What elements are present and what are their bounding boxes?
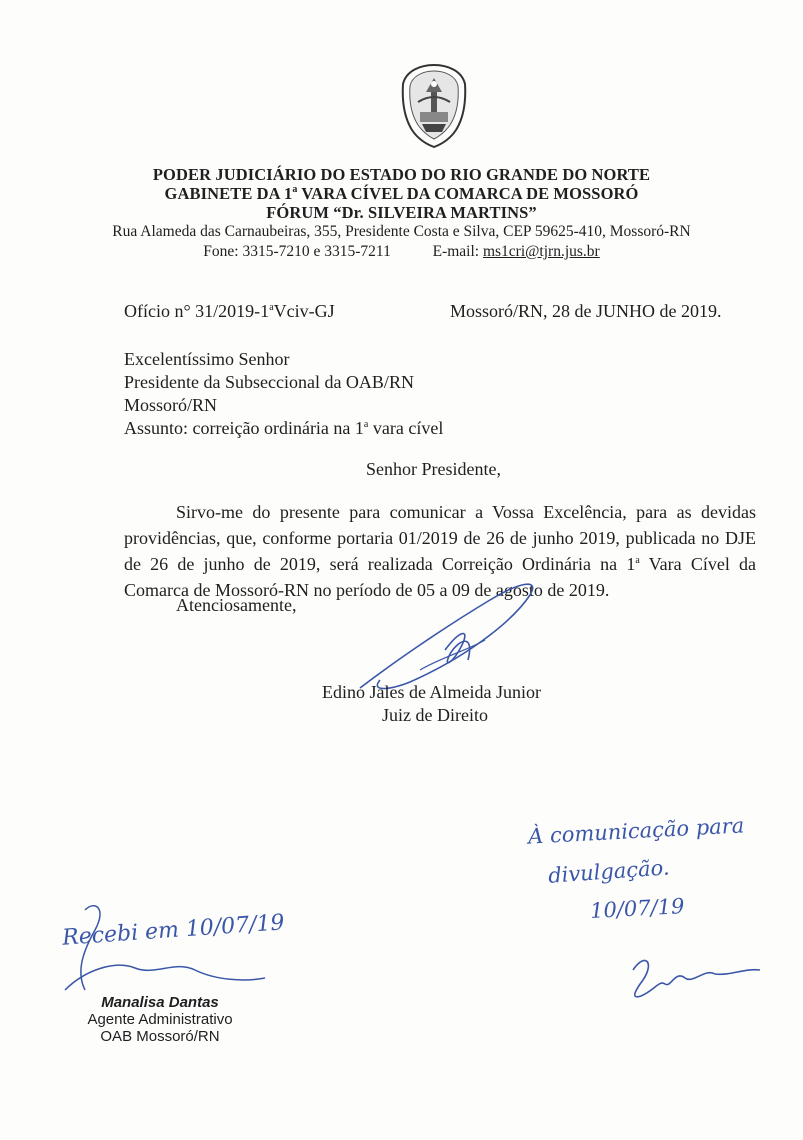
recipient-block (124, 348, 443, 440)
judge-signature (350, 570, 550, 700)
stamp-org: OAB Mossoró/RN (100, 1028, 220, 1045)
signer-title: Juiz de Direito (382, 705, 488, 725)
court-emblem (398, 62, 470, 150)
note-initials (615, 940, 765, 1010)
subject-line: Assunto: correição ordinária na 1$^a$ vara cível (124, 418, 444, 438)
salutation: Senhor Presidente, (366, 459, 501, 479)
note-date: 10/07/19 (589, 894, 685, 924)
stamp-name: Manalisa Dantas (101, 994, 219, 1011)
header-address: Rua Alameda das Carnaubeiras, 355, Presidente Costa e Silva, CEP 59625-410, Mossoró-RN (112, 223, 691, 240)
recipient-line-3: Mossoró/RN (124, 395, 218, 415)
body-paragraph: Sirvo-me do presente para comunicar a Vossa Excelência, para as devidas providências, que, conforme portaria 01/2019 de 26 de junho 2019, publicada no DJE de 26 de junho de 2019, será realizada Correição Ordinária na 1$^a$ Vara Cível da Comarca de Mossoró-RN no período de 05 a 09 de agosto de 2019. (124, 502, 757, 600)
recipient-line-2: Presidente da Subseccional da OAB/RN (124, 372, 414, 392)
closing: Atenciosamente, (176, 595, 297, 615)
signer-name: Edino Jales de Almeida Junior (322, 682, 541, 702)
header-line-3: FÓRUM “Dr. SILVEIRA MARTINS” (266, 203, 537, 222)
header-line-2: GABINETE DA 1$^a$ VARA CÍVEL DA COMARCA DE MOSSORÓ (164, 184, 639, 203)
header-contact (0, 243, 803, 261)
place-date: Mossoró/RN, 28 de JUNHO de 2019. (450, 301, 722, 321)
header-email-label: E-mail: (432, 243, 480, 260)
note-line-1: À comunicação para (527, 813, 745, 849)
receipt-note: Recebi em 10/07/19 (61, 910, 286, 951)
oficio-number: Ofício n° 31/2019-1$^a$Vciv-GJ (124, 301, 335, 321)
receipt-signature (55, 890, 285, 1010)
recipient-line-1: Excelentíssimo Senhor (124, 349, 290, 369)
handwritten-note (528, 812, 744, 926)
header-phone: Fone: 3315-7210 e 3315-7211 (203, 243, 391, 260)
receipt-stamp (60, 994, 260, 1045)
header-line-1: PODER JUDICIÁRIO DO ESTADO DO RIO GRANDE DO NORTE (152, 165, 651, 184)
header-email-link[interactable]: ms1cri@tjrn.jus.br (482, 243, 600, 260)
stamp-role: Agente Administrativo (87, 1011, 233, 1028)
note-line-2: divulgação. (547, 855, 671, 888)
